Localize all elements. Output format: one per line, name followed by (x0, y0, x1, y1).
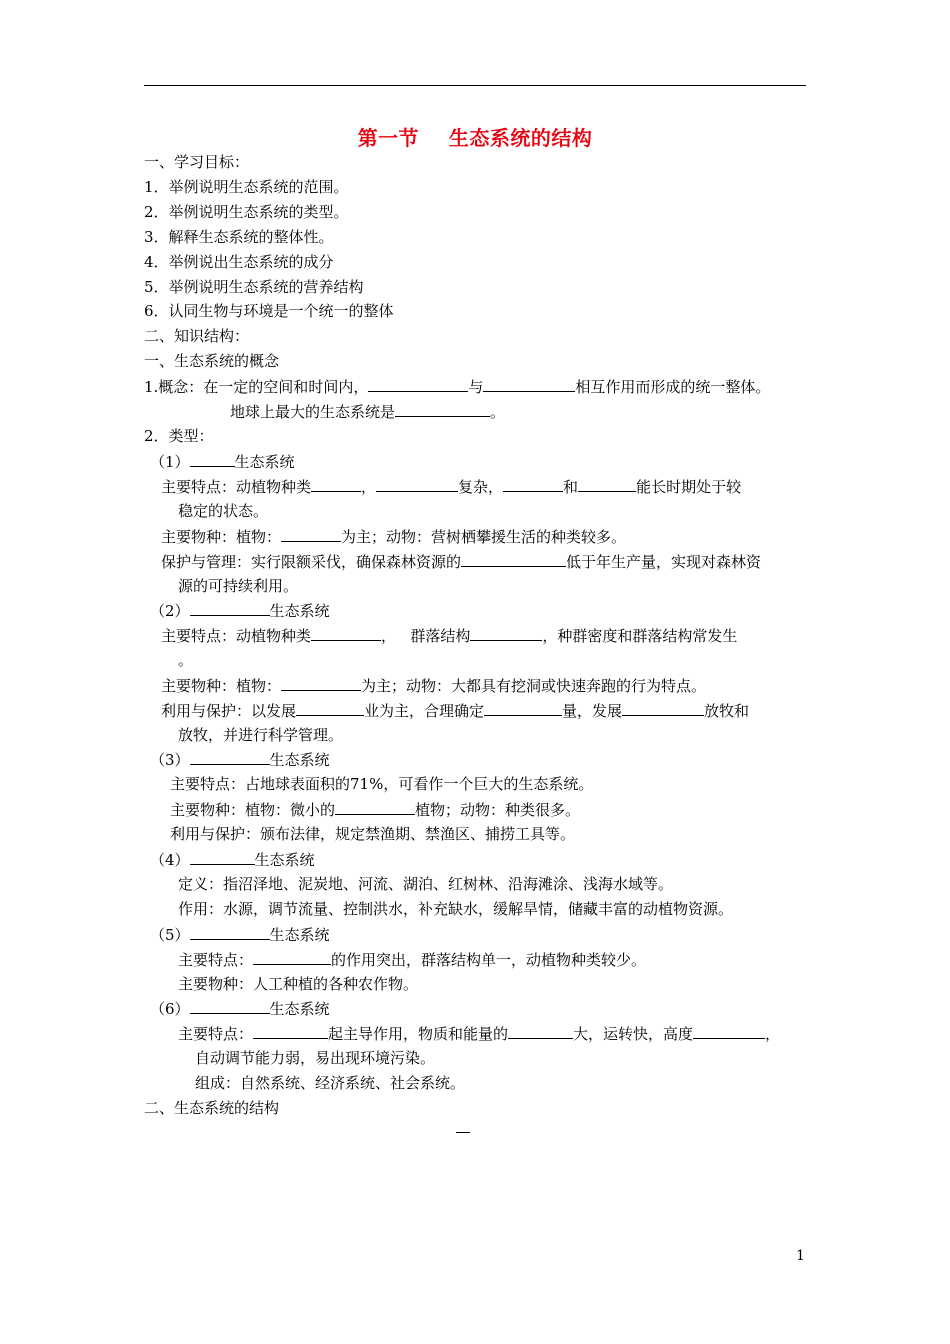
blank[interactable] (281, 675, 361, 691)
blank[interactable] (470, 625, 542, 641)
blank[interactable] (461, 551, 566, 567)
text-line: （4） 生态系统 (150, 851, 315, 869)
blank[interactable] (508, 1023, 573, 1039)
text-line: 保护与管理：实行限额采伐，确保森林资源的 低于年生产量，实现对森林资 (161, 553, 762, 571)
blank[interactable] (190, 749, 270, 765)
text-line: （1） 生态系统 (150, 453, 295, 471)
text-line: 主要物种：植物： 为主；动物：大都具有挖洞或快速奔跑的行为特点。 (161, 677, 707, 695)
blank[interactable] (190, 924, 270, 940)
text-line: 2．举例说明生态系统的类型。 (144, 203, 349, 221)
text-line: 。 (178, 651, 194, 669)
text-line: 2．类型： (144, 427, 214, 445)
blank[interactable] (368, 376, 468, 392)
text-line: 主要特点：占地球表面积的71%，可看作一个巨大的生态系统。 (170, 775, 594, 793)
blank[interactable] (376, 476, 458, 492)
page-title: 第一节 生态系统的结构 (357, 126, 593, 150)
blank[interactable] (311, 476, 361, 492)
text-line: 主要物种：植物：微小的 植物；动物：种类很多。 (170, 801, 581, 819)
text-line: 作用：水源，调节流量、控制洪水，补充缺水，缓解旱情，储藏丰富的动植物资源。 (178, 900, 734, 918)
blank[interactable] (190, 600, 270, 616)
blank[interactable] (296, 700, 364, 716)
text-line: 1.概念：在一定的空间和时间内， 与 相互作用而形成的统一整体。 (144, 378, 771, 396)
blank[interactable] (253, 1023, 328, 1039)
text-line: 源的可持续利用。 (178, 577, 299, 595)
text-line: （6） 生态系统 (150, 1000, 330, 1018)
text-line: 稳定的状态。 (178, 502, 269, 520)
blank[interactable] (253, 949, 331, 965)
text-line: （3） 生态系统 (150, 751, 330, 769)
text-line: 自动调节能力弱，易出现环境污染。 (195, 1049, 436, 1067)
blank[interactable] (190, 451, 235, 467)
text-line: 二、生态系统的结构 (144, 1099, 280, 1117)
blank[interactable] (190, 998, 270, 1014)
text-line: 定义：指沼泽地、泥炭地、河流、湖泊、红树林、沿海滩涂、浅海水域等。 (178, 875, 674, 893)
blank[interactable] (311, 625, 381, 641)
text-line: 5．举例说明生态系统的营养结构 (144, 278, 364, 296)
text-line: 主要物种：植物： 为主；动物：营树栖攀援生活的种类较多。 (161, 528, 627, 546)
text-line: 主要特点： 的作用突出，群落结构单一，动植物种类较少。 (178, 951, 647, 969)
text-line: 主要特点： 起主导作用，物质和能量的 大，运转快，高度 ， (178, 1025, 781, 1043)
text-line: 主要物种：人工种植的各种农作物。 (178, 975, 419, 993)
blank[interactable] (693, 1023, 765, 1039)
text-line: 1．举例说明生态系统的范围。 (144, 178, 349, 196)
text-line: （5） 生态系统 (150, 926, 330, 944)
text-line: 4．举例说出生态系统的成分 (144, 253, 334, 271)
text-line: （2） 生态系统 (150, 602, 330, 620)
text-line: 3．解释生态系统的整体性。 (144, 228, 334, 246)
blank[interactable] (484, 700, 562, 716)
blank[interactable] (578, 476, 636, 492)
blank[interactable] (190, 849, 255, 865)
text-line: 地球上最大的生态系统是 。 (230, 403, 506, 421)
text-line: 二、知识结构： (144, 327, 250, 345)
blank[interactable] (335, 799, 415, 815)
page-number: 1 (796, 1248, 805, 1264)
text-line: 利用与保护：以发展 业为主，合理确定 量，发展 放牧和 (161, 702, 750, 720)
text-line: 6．认同生物与环境是一个统一的整体 (144, 302, 394, 320)
text-line: 组成：自然系统、经济系统、社会系统。 (195, 1074, 466, 1092)
text-line: 主要特点：动植物种类 ， 复杂， 和 能长时期处于较 (161, 478, 742, 496)
text-line: 放牧，并进行科学管理。 (178, 726, 344, 744)
blank[interactable] (622, 700, 704, 716)
blank[interactable] (503, 476, 563, 492)
blank[interactable] (395, 401, 490, 417)
header-rule (144, 85, 806, 86)
blank[interactable] (281, 526, 341, 542)
decorative-dash (456, 1132, 470, 1133)
text-line: 一、生态系统的概念 (144, 352, 280, 370)
text-line: 主要特点：动植物种类 ， 群落结构 ，种群密度和群落结构常发生 (161, 627, 738, 645)
text-line: 一、学习目标： (144, 153, 250, 171)
blank[interactable] (483, 376, 575, 392)
text-line: 利用与保护：颁布法律，规定禁渔期、禁渔区、捕捞工具等。 (170, 825, 576, 843)
